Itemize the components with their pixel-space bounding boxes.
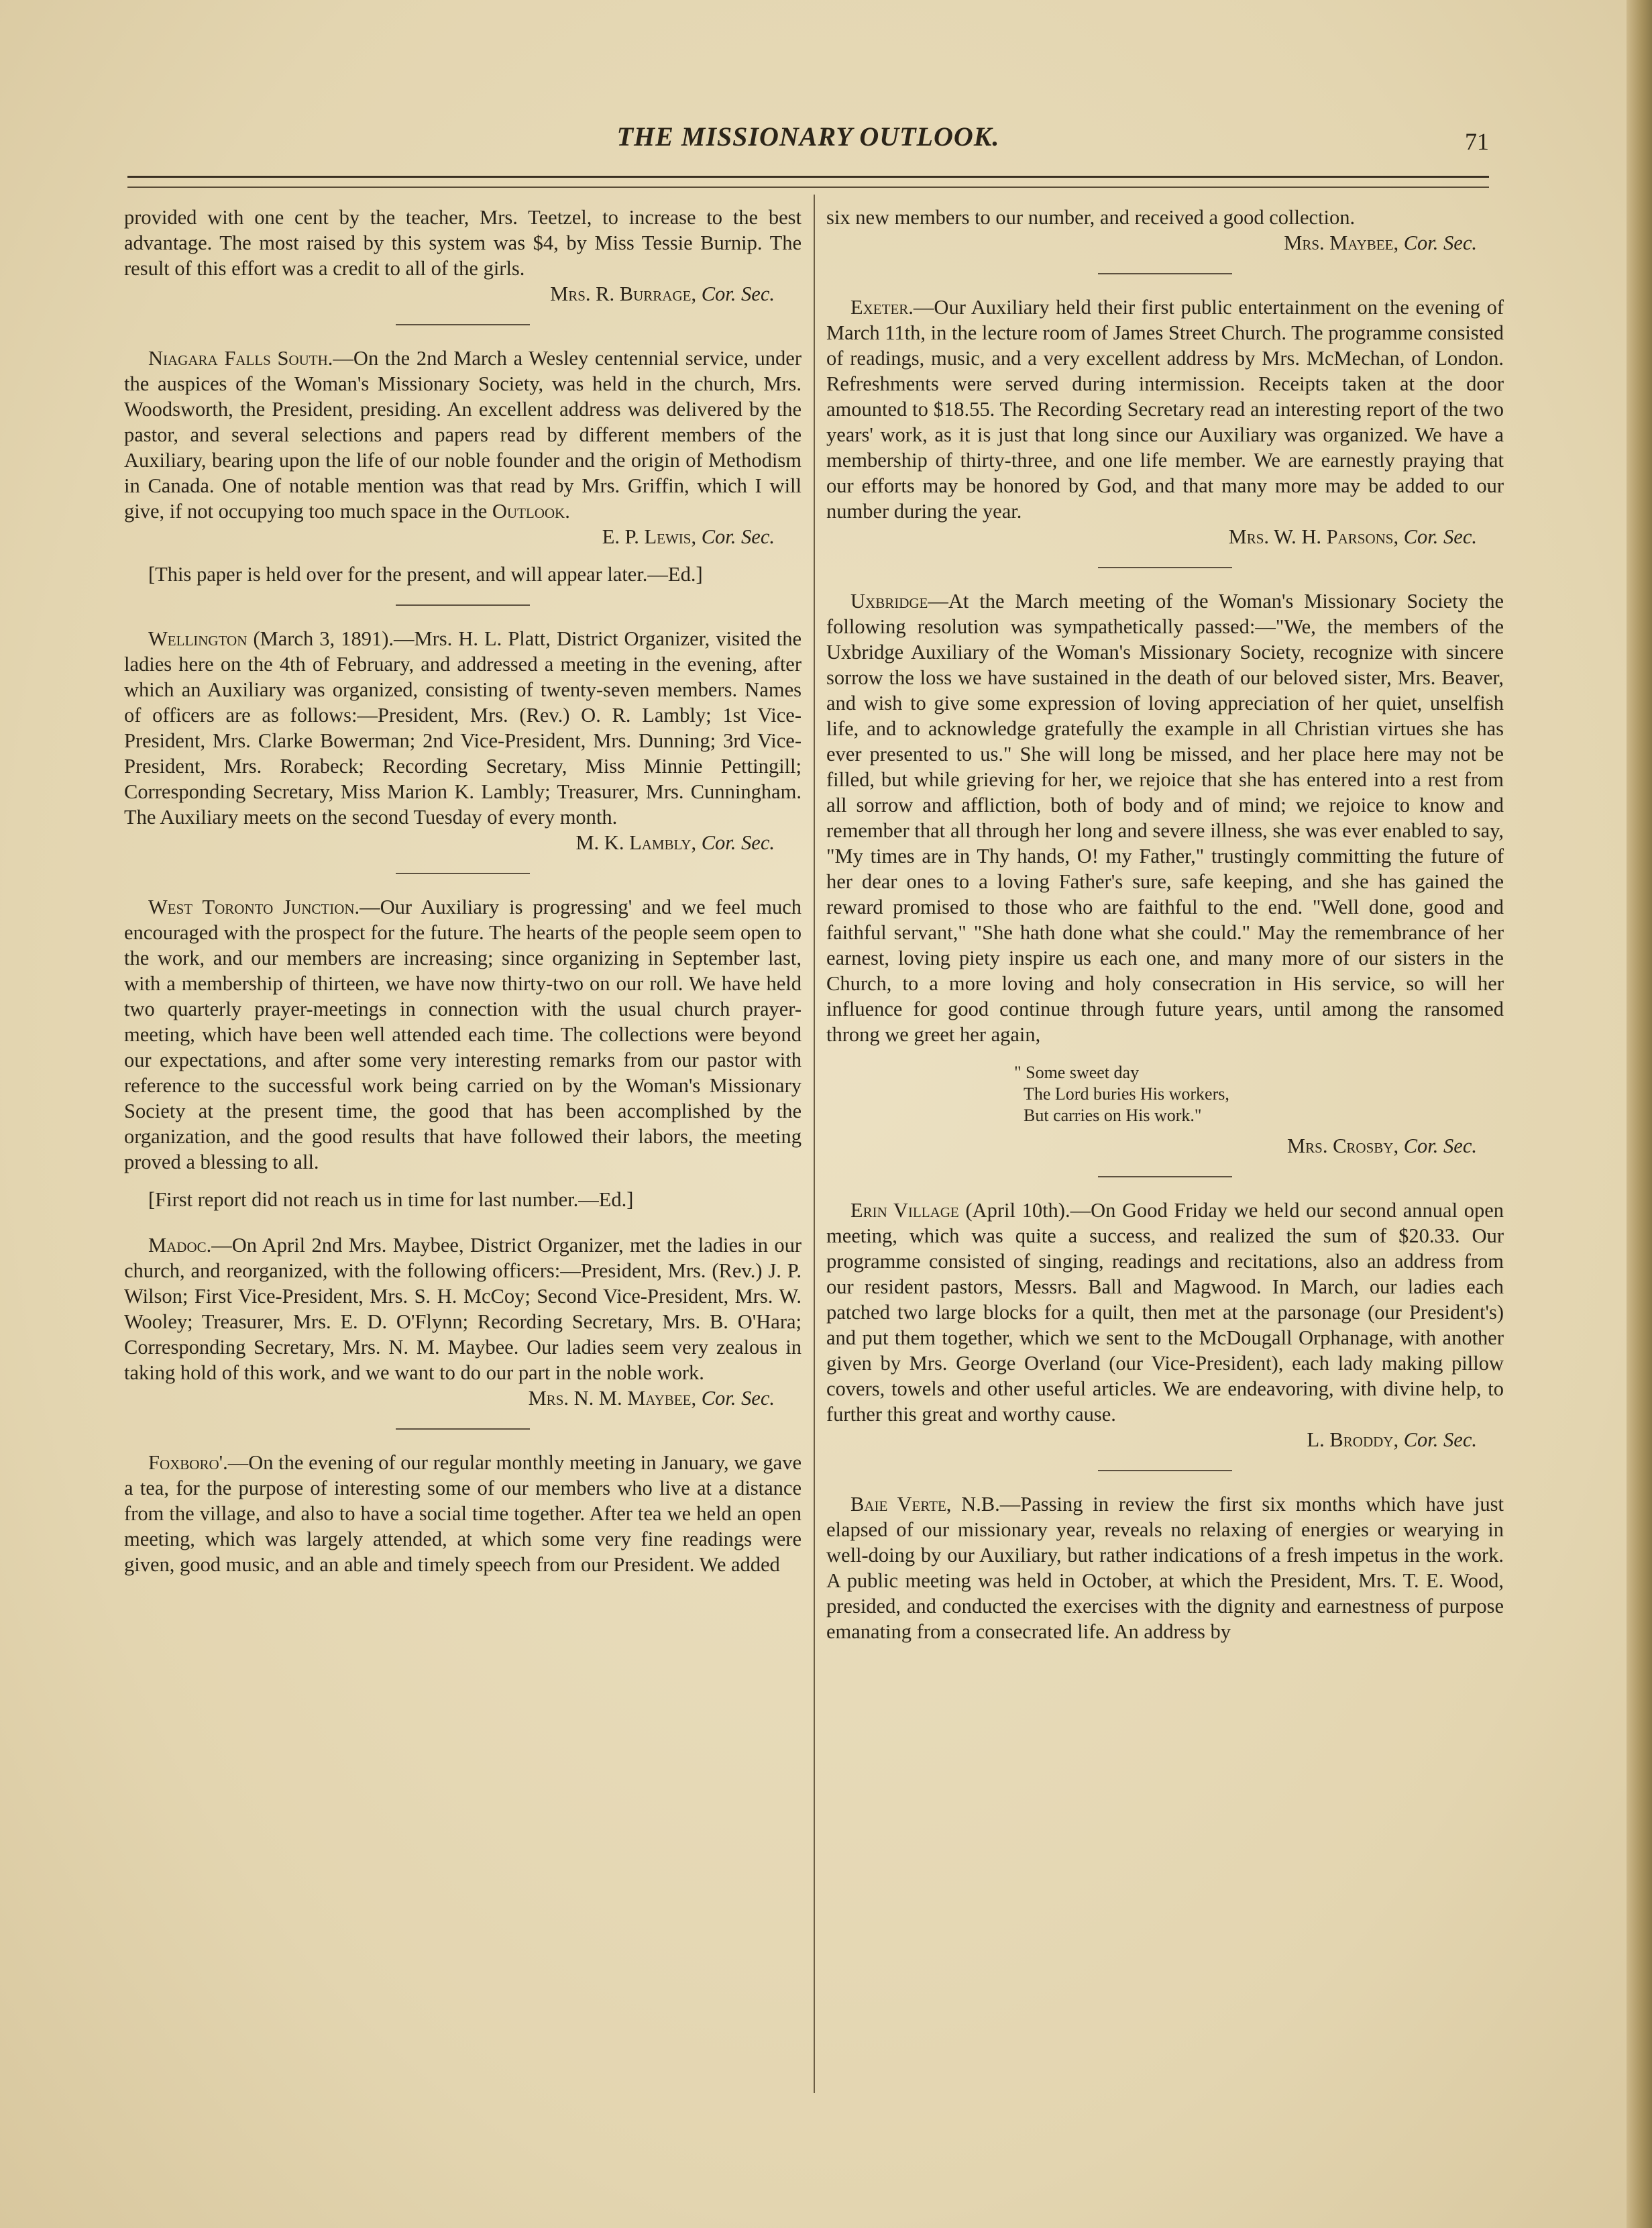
report-niagara-falls-south: Niagara Falls South.—On the 2nd March a Wesley centennial service, under the auspices of the Woman's Missionary Society, was held in the church, Mrs. Woodsworth, the President, presiding. An excellent address was delivered by the pastor, and several selections and papers read by different members of the Auxiliary, bearing upon the life of our noble founder and the origin of Methodism in Canada. One of notable mention was that read by Mrs. Griffin, which I will give, if not occupying too much space in the Outlook. [124,347,802,523]
signature: Mrs. Crosby, Cor. Sec. [1287,1134,1477,1157]
report-continuation: provided with one cent by the teacher, Mrs. Teetzel, to increase to the best advantage. The most raised by this system was $4, by Miss Tessie Burnip. The result of this effort was a credit to all of the girls. [124,206,802,280]
report-continuation: six new members to our number, and received a good collection. [826,206,1356,229]
separator-rule [1098,1470,1232,1471]
signature: L. Broddy, Cor. Sec. [1307,1428,1477,1451]
report-madoc: Madoc.—On April 2nd Mrs. Maybee, District Organizer, met the ladies in our church, and reorganized, with the following officers:—President, Mrs. (Rev.) J. P. Wilson; First Vice-President, Mrs. S. H. McCoy; Second Vice-President, Mrs. W. Wooley; Treasurer, Mrs. E. D. O'Flynn; Recording Secretary, Mrs. B. O'Hara; Corresponding Secretary, Mrs. N. M. Maybee. Our ladies seem very zealous in taking hold of this work, and we want to do our part in the noble work. [124,1234,802,1384]
poem-quote [1014,1062,1504,1126]
separator-rule [1098,1176,1232,1177]
column-divider [814,195,815,2093]
report-erin-village: Erin Village (April 10th).—On Good Friday we held our second annual open meeting, which was quite a success, and realized the sum of $20.33. Our programme consisted of singing, readings and recitations, also an address from our resident pastors, Messrs. Ball and Magwood. In March, our ladies each patched two large blocks for a quilt, then met at the parsonage (our President's) and put them together, which we sent to the McDougall Orphanage, with another given by Mrs. George Overland (our Vice-President), each lady making pillow covers, towels and other useful articles. We are endeavoring, with divine help, to further this great and worthy cause. [826,1199,1504,1426]
separator-rule [396,604,530,606]
place-name: Baie Verte, N.B. [850,1493,1000,1516]
report-uxbridge: Uxbridge—At the March meeting of the Woman's Missionary Society the following resolution was sympathetically passed:—"We, the members of the Uxbridge Auxiliary of the Woman's Missionary Society, recognize with sincere sorrow the loss we have sustained in the death of our beloved sister, Mrs. Beaver, and wish to give some expression of loving appreciation of her quiet, unselfish life, and to acknowledge gratefully the example in all Christian virtues she has ever presented to us." She will long be missed, and her place here may not be filled, but while grieving for her, we rejoice that she has entered into a rest from all sorrow and affliction, both of body and of mind; we rejoice to know and remember that all through her long and severe illness, she was ever enabled to say, "My times are in Thy hands, O! my Father," trustingly committing the future of her dear ones to a loving Father's sure, safe keeping, and she has gained the reward promised to those who are faithful to the end. "Well done, good and faithful servant," "She hath done what she could." May the remembrance of her earnest, loving piety inspire us each one, and many more of our sisters in the Church, to a more loving and holy consecration in His service, so will her influence for good continue through future years, until among the ransomed throng we greet her again, [826,590,1504,1046]
place-name: Exeter. [850,296,914,319]
report-baie-verte: Baie Verte, N.B.—Passing in review the first six months which have just elapsed of our missionary year, reveals no relaxing of energies or wearying in well-doing by our Auxiliary, but rather indications of a fresh impetus in the work. A public meeting was held in October, at which the President, Mrs. T. E. Wood, presided, and conducted the exercises with the dignity and earnestness of purpose emanating from a consecrated life. An address by [826,1493,1504,1643]
separator-rule [396,1428,530,1430]
signature: Mrs. N. M. Maybee, Cor. Sec. [528,1387,775,1410]
place-name: Wellington [148,627,247,650]
place-name: Uxbridge [850,590,928,613]
right-column [826,205,1504,1644]
separator-rule [396,873,530,874]
header-rule-secondary [127,187,1489,188]
page-header [127,121,1489,168]
separator-rule [1098,567,1232,568]
place-name: Niagara Falls South. [148,347,333,370]
running-title: THE MISSIONARY OUTLOOK. [616,121,1000,152]
report-exeter: Exeter.—Our Auxiliary held their first public entertainment on the evening of March 11th, in the lecture room of James Street Church. The programme consisted of readings, music, and a very excellent address by Mrs. McMechan, of London. Refreshments were served during intermission. Receipts taken at the door amounted to $18.55. The Recording Secretary read an interesting report of the two years' work, as it is just that long since our Auxiliary was organized. We have a membership of thirty-three, and one life member. We are earnestly praying that our efforts may be honored by God, and that many more may be added to our number during the year. [826,296,1504,523]
signature: Mrs. R. Burrage, Cor. Sec. [550,282,775,305]
separator-rule [1098,273,1232,274]
page-binding-edge [1627,0,1652,2228]
place-name: West Toronto Junction. [148,896,360,918]
poem-line: " Some sweet day [1014,1063,1140,1082]
place-name: Madoc. [148,1234,212,1257]
signature: Mrs. W. H. Parsons, Cor. Sec. [1228,525,1477,548]
report-foxboro: Foxboro'.—On the evening of our regular monthly meeting in January, we gave a tea, for the purpose of interesting some of our members who live at a distance from the village, and also to have a social time together. After tea we held an open meeting, which was largely attended, at which some very fine readings were given, good music, and an able and timely speech from our President. We added [124,1451,802,1576]
poem-line: The Lord buries His workers, [1024,1084,1229,1104]
place-name: Erin Village [850,1199,959,1222]
separator-rule [396,324,530,325]
editor-note: [This paper is held over for the present, and will appear later.—Ed.] [148,563,703,586]
report-wellington: Wellington (March 3, 1891).—Mrs. H. L. Platt, District Organizer, visited the ladies here on the 4th of February, and addressed a meeting in the evening, after which an Auxiliary was organized, consisting of twenty-seven members. Names of officers are as follows:—President, Mrs. (Rev.) O. R. Lambly; 1st Vice-President, Mrs. Clarke Bowerman; 2nd Vice-President, Mrs. Dunning; 3rd Vice-President, Mrs. Rorabeck; Recording Secretary, Miss Minnie Pettingill; Corresponding Secretary, Miss Marion K. Lambly; Treasurer, Mrs. Cunningham. The Auxiliary meets on the second Tuesday of every month. [124,627,802,829]
report-west-toronto-junction: West Toronto Junction.—Our Auxiliary is progressing' and we feel much encouraged with the prospect for the future. The hearts of the people seem open to the work, and our members are increasing; since organizing in September last, with a membership of thirteen, we have now thirty-two on our roll. We have held two quarterly prayer-meetings in connection with the usual church prayer-meeting, which have been well attended each time. The collections were beyond our expectations, and after some very interesting remarks from our pastor with reference to the successful work being carried on by the Woman's Missionary Society at the present time, the good that has been accomplished by the organization, and the good results that have followed their labors, the meeting proved a blessing to all. [124,896,802,1173]
signature: Mrs. Maybee, Cor. Sec. [1284,231,1477,254]
poem-line: But carries on His work." [1024,1106,1202,1125]
signature: M. K. Lambly, Cor. Sec. [575,831,775,854]
header-rule [127,176,1489,178]
left-column [124,205,802,1577]
page-number: 71 [1465,128,1489,155]
editor-note: [First report did not reach us in time for last number.—Ed.] [148,1188,634,1211]
signature: E. P. Lewis, Cor. Sec. [602,525,775,548]
place-name: Foxboro'. [148,1451,228,1474]
